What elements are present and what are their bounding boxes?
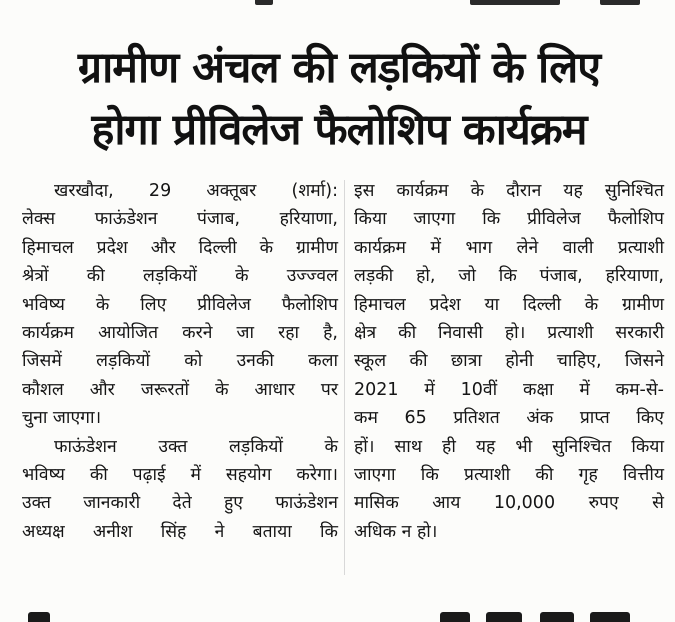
body-line: जाएगा कि प्रत्याशी की गृह वित्तीय: [354, 464, 664, 485]
body-line: मासिक आय 10,000 रुपए से: [354, 493, 664, 514]
body-line: क्षेत्र की निवासी हो। प्रत्याशी सरकारी: [354, 322, 664, 343]
article-right-column: [354, 177, 664, 546]
body-line: लेक्स फाऊंडेशन पंजाब, हरियाणा,: [22, 209, 338, 230]
body-line: श्रेत्रों की लड़कियों के उज्ज्वल: [22, 266, 338, 287]
body-line: 2021 में 10वीं कक्षा में कम-से-: [354, 379, 664, 400]
headline-line-2: होगा प्रीविलेज फैलोशिप कार्यक्रम: [91, 105, 587, 155]
body-line: इस कार्यक्रम के दौरान यह सुनिश्चित: [354, 181, 664, 201]
previous-article-cutoff: [0, 0, 675, 10]
dateline: खरखौदा, 29 अक्तूबर (शर्मा):: [54, 181, 338, 201]
body-line: कार्यक्रम आयोजित करने जा रहा है,: [22, 322, 338, 343]
body-line: भविष्य की पढ़ाई में सहयोग करेगा।: [22, 464, 338, 485]
body-line: लड़की हो, जो कि पंजाब, हरियाणा,: [354, 266, 664, 287]
body-line: हिमाचल प्रदेश और दिल्ली के ग्रामीण: [22, 237, 338, 258]
body-line: किया जाएगा कि प्रीविलेज फैलोशिप: [354, 209, 664, 230]
next-headline-cutoff: [0, 606, 675, 622]
body-line: चुना जाएगा।: [22, 408, 102, 429]
body-line: उक्त जानकारी देते हुए फाऊंडेशन: [22, 493, 338, 514]
column-divider: [344, 180, 345, 575]
body-line: अध्यक्ष अनीश सिंह ने बताया कि: [22, 521, 338, 542]
body-line: कार्यक्रम में भाग लेने वाली प्रत्याशी: [354, 237, 664, 258]
body-line: कम 65 प्रतिशत अंक प्राप्त किए: [354, 408, 664, 429]
article-left-column: [22, 177, 338, 546]
body-line: फाऊंडेशन उक्त लड़कियों के: [54, 436, 338, 457]
body-line: स्कूल की छात्रा होनी चाहिए, जिसने: [354, 351, 664, 372]
headline-line-1: ग्रामीण अंचल की लड़कियों के लिए: [77, 43, 601, 93]
body-line: भविष्य के लिए प्रीविलेज फैलोशिप: [22, 294, 338, 315]
body-line: हिमाचल प्रदेश या दिल्ली के ग्रामीण: [354, 294, 664, 315]
body-line: अधिक न हो।: [354, 521, 438, 542]
body-line: कौशल और जरूरतों के आधार पर: [22, 379, 338, 400]
body-line: हों। साथ ही यह भी सुनिश्चित किया: [354, 436, 664, 457]
body-line: जिसमें लड़कियों को उनकी कला: [22, 351, 338, 372]
